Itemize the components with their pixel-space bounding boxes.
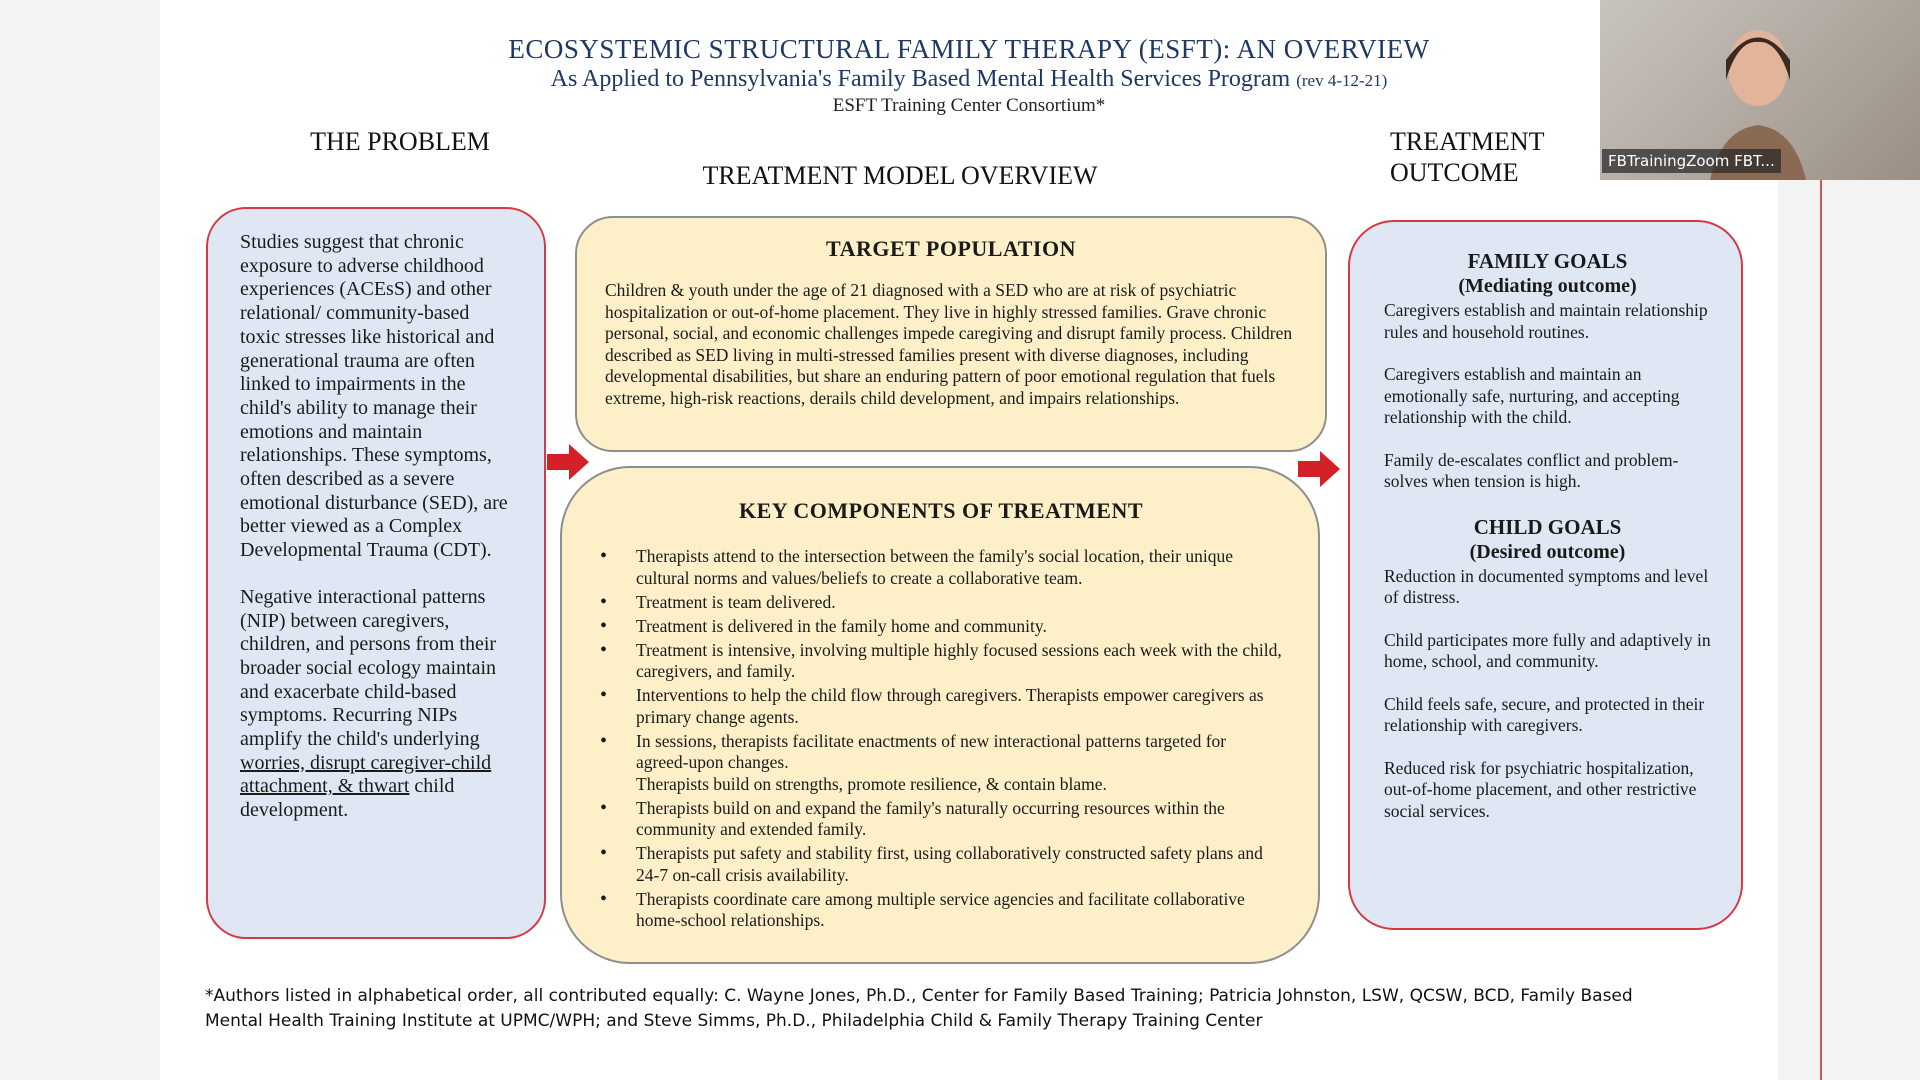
child-goals-subtitle: (Desired outcome) — [1469, 540, 1626, 563]
slide-subtitle — [160, 66, 1778, 93]
footnote-line-1: *Authors listed in alphabetical order, all contributed equally: C. Wayne Jones, Ph.D., Center for Family Based Training; Patricia Johnston, LSW, QCSW, BCD, Family Based — [205, 986, 1633, 1006]
overview-heading: TREATMENT MODEL OVERVIEW — [702, 161, 1098, 190]
key-components-title: KEY COMPONENTS OF TREATMENT — [738, 498, 1144, 523]
subtitle-text: As Applied to Pennsylvania's Family Based Mental Health Services Program — [550, 66, 1291, 92]
problem-paragraph-1: Studies suggest that chronic exposure to adverse childhood experiences (ACEsS) and other relational/ community-based toxic stresses like historical and generational trauma are often linked to impairments in the child's ability to manage their emotions and maintain relationships. These symptoms, often described as a severe emotional disturbance (SED), are better viewed as a Complex Developmental Trauma (CDT). — [240, 231, 508, 562]
problem-para2-start: Negative interactional patterns (NIP) between caregivers, children, and persons from their broader social ecology maintain and exacerbate child-based symptoms. Recurring NIPs amplify the child's underlying — [240, 585, 497, 751]
child-goal-item: Reduction in documented symptoms and level of distress. — [1384, 565, 1709, 607]
problem-para2-end: child development. — [240, 775, 455, 822]
problem-heading: THE PROBLEM — [310, 127, 490, 156]
list-item: • Treatment is team delivered. — [600, 592, 1282, 614]
family-goals-subtitle: (Mediating outcome) — [1458, 275, 1637, 297]
list-item: • Interventions to help the child flow through caregivers. Therapists empower caregivers as primary change agents. — [600, 685, 1282, 728]
participant-name-label: FBTrainingZoom FBT... — [1602, 149, 1781, 173]
arrow-right-icon — [1298, 449, 1342, 489]
child-goal-item: Reduced risk for psychiatric hospitalization, out-of-home placement, and other restrictive social services. — [1384, 757, 1697, 821]
list-item: • Therapists coordinate care among multiple service agencies and facilitate collaborative home-school relationships. — [600, 889, 1282, 932]
child-goal-item: Child participates more fully and adaptively in home, school, and community. — [1384, 629, 1711, 671]
video-participant-tile[interactable] — [1600, 0, 1920, 180]
consortium-label: ESFT Training Center Consortium* — [832, 95, 1106, 116]
revision-label: (rev 4-12-21) — [1296, 71, 1388, 90]
list-item-extra: Therapists build on strengths, promote resilience, & contain blame. — [636, 773, 1107, 794]
list-item: • Therapists put safety and stability first, using collaboratively constructed safety plans and 24-7 on-call crisis availability. — [600, 843, 1282, 886]
divider — [1820, 180, 1822, 1080]
target-population-box — [575, 216, 1327, 452]
footnote-line-2: Mental Health Training Institute at UPMC/WPH; and Steve Simms, Ph.D., Philadelphia Child & Family Therapy Training Center — [205, 1011, 1263, 1031]
list-item: • Treatment is delivered in the family home and community. — [600, 616, 1282, 638]
list-item: • Therapists build on and expand the family's naturally occurring resources within the community and extended family. — [600, 798, 1282, 841]
family-goal-item: Caregivers establish and maintain relationship rules and household routines. — [1384, 300, 1708, 342]
family-goals-title: FAMILY GOALS — [1467, 249, 1628, 273]
key-components-list — [600, 546, 1282, 932]
slide-title: ECOSYSTEMIC STRUCTURAL FAMILY THERAPY (ESFT): AN OVERVIEW — [508, 34, 1430, 64]
target-population-text: Children & youth under the age of 21 diagnosed with a SED who are at risk of psychiatric hospitalization or out-of-home placement. They live in highly stressed families. Grave chronic personal, social, and economic challenges impede caregiving and disrupt family process. Children described as SED living in multi-stressed families present with diverse diagnoses, including developmental disabilities, but share an enduring pattern of poor emotional regulation that fuels extreme, high-risk reactions, derails child development, and impairs relationships. — [605, 280, 1293, 408]
arrow-right-icon — [547, 442, 591, 482]
list-item: • Therapists attend to the intersection between the family's social location, their unique cultural norms and values/beliefs to create a collaborative team. — [600, 546, 1282, 589]
outcome-box — [1348, 220, 1743, 930]
key-components-box — [560, 466, 1320, 964]
list-item: • In sessions, therapists facilitate enactments of new interactional patterns targeted for agreed-upon changes. Therapists build on strengths, promote resilience, & contain blame. — [600, 731, 1282, 796]
family-goal-item: Caregivers establish and maintain an emotionally safe, nurturing, and accepting relationship with the child. — [1384, 364, 1680, 427]
target-population-title: TARGET POPULATION — [826, 236, 1076, 261]
family-goal-item: Family de-escalates conflict and problem-solves when tension is high. — [1384, 449, 1679, 491]
child-goals-title: CHILD GOALS — [1473, 514, 1622, 539]
problem-paragraph-2 — [240, 586, 514, 823]
problem-box — [206, 207, 546, 939]
outcome-heading: TREATMENT OUTCOME — [1390, 127, 1545, 187]
slide — [160, 0, 1778, 1080]
footnote — [205, 984, 1745, 1034]
list-item: • Treatment is intensive, involving multiple highly focused sessions each week with the child, caregivers, and family. — [600, 640, 1282, 683]
problem-para2-underlined: worries, disrupt caregiver-child attachment, & thwart — [240, 751, 492, 798]
child-goal-item: Child feels safe, secure, and protected in their relationship with caregivers. — [1384, 693, 1705, 735]
